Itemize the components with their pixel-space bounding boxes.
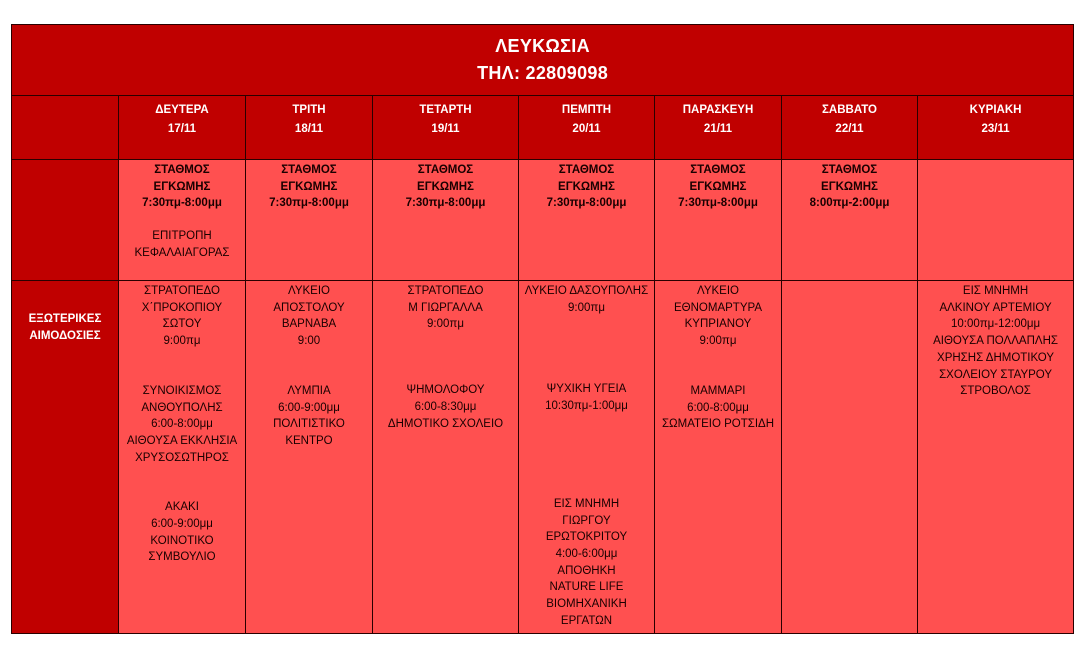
schedule-table [11,24,1074,634]
corner-cell [12,96,119,160]
event-line: ΣΤΡΟΒΟΛΟΣ [960,385,1031,398]
city-title: ΛΕΥΚΩΣΙΑ [495,36,590,56]
station-hours: 7:30πμ-8:00μμ [269,197,349,210]
station-line: ΕΓΚΩΜΗΣ [417,180,474,193]
station-row-label [12,160,119,281]
event-line: ΒΙΟΜΗΧΑΝΙΚΗ [546,598,627,611]
event-time: 6:00-8:00μμ [687,401,749,414]
event-line: ΑΠΟΘΗΚΗ [557,564,616,577]
day-name: ΤΡΙΤΗ [292,104,326,116]
station-cell-thu [519,160,655,281]
station-line: ΕΓΚΩΜΗΣ [821,180,878,193]
event-time: 6:00-8:30μμ [414,400,477,413]
event-time: 9:00πμ [427,318,464,331]
day-date: 20/11 [572,123,601,135]
event-line: ΑΝΘΟΥΠΟΛΗΣ [141,401,223,414]
day-name: ΤΕΤΑΡΤΗ [419,104,472,116]
event-line: ΧΡΥΣΟΣΩΤΗΡΟΣ [135,451,229,464]
station-line: ΕΓΚΩΜΗΣ [558,180,615,193]
day-date: 22/11 [835,123,864,135]
event-time: 9:00πμ [163,335,201,348]
event-time: 9:00πμ [568,301,605,314]
phone-number: ΤΗΛ: 22809098 [477,63,609,83]
event-line: ΑΚΑΚΙ [165,501,199,514]
event-line: ΕΘΝΟΜΑΡΤΥΡΑ [674,301,762,314]
external-cell-wed [373,281,519,634]
external-cell-thu [519,281,655,634]
station-line: ΕΓΚΩΜΗΣ [689,180,747,193]
event-line: ΨΗΜΟΛΟΦΟΥ [406,384,485,397]
day-name: ΚΥΡΙΑΚΗ [969,104,1022,116]
day-header-sun [918,96,1074,160]
event-line: Χ΄ΠΡΟΚΟΠΙΟΥ [141,301,223,314]
event-line: ΑΛΚΙΝΟΥ ΑΡΤΕΜΙΟΥ [939,301,1052,314]
event-line: ΕΡΩΤΟΚΡΙΤΟΥ [545,531,628,544]
event-line: ΓΙΩΡΓΟΥ [562,514,611,527]
event-line: ΚΕΦΑΛΑΙΑΓΟΡΑΣ [134,246,230,259]
station-line: ΕΓΚΩΜΗΣ [153,180,211,193]
station-hours: 7:30πμ-8:00μμ [678,197,758,210]
day-header-sat [782,96,918,160]
title-banner [12,25,1074,96]
external-row-label [12,281,119,634]
station-line: ΣΤΑΘΜΟΣ [417,164,474,176]
station-cell-sat [782,160,918,281]
day-name: ΔΕΥΤΕΡΑ [155,104,209,116]
event-time: 9:00πμ [699,335,737,348]
external-cell-fri [655,281,782,634]
day-header-fri [655,96,782,160]
event-line: ΔΗΜΟΤΙΚΟ ΣΧΟΛΕΙΟ [387,417,504,430]
day-date: 23/11 [981,123,1010,135]
station-hours: 7:30πμ-8:00μμ [142,197,222,210]
day-header-mon [119,96,246,160]
event-line: ΧΡΗΣΗΣ ΔΗΜΟΤΙΚΟΥ [937,351,1055,364]
event-time: 10:30πμ-1:00μμ [545,400,628,413]
row-label-line: ΕΞΩΤΕΡΙΚΕΣ [28,313,102,325]
event-line: ΛΥΚΕΙΟ ΔΑΣΟΥΠΟΛΗΣ [524,285,649,297]
station-cell-wed [373,160,519,281]
station-cell-sun [918,160,1074,281]
station-hours: 7:30πμ-8:00μμ [546,197,627,210]
day-name: ΠΕΜΠΤΗ [561,104,612,116]
event-line: ΣΤΡΑΤΟΠΕΔΟ [144,285,220,297]
station-hours: 8:00πμ-2:00μμ [809,197,890,210]
event-line: ΨΥΧΙΚΗ ΥΓΕΙΑ [546,383,627,396]
event-line: NATURE LIFE [549,581,624,594]
event-line: ΕΙΣ ΜΝΗΜΗ [962,285,1029,297]
station-hours: 7:30πμ-8:00μμ [405,197,486,210]
event-line: ΛΥΚΕΙΟ [697,285,739,297]
station-line: ΣΤΑΘΜΟΣ [690,164,746,176]
station-cell-mon [119,160,246,281]
event-line: ΑΙΘΟΥΣΑ ΠΟΛΛΑΠΛΗΣ [933,335,1058,348]
day-date: 21/11 [703,123,733,135]
event-time: 6:00-9:00μμ [278,401,340,414]
day-date: 17/11 [167,123,197,135]
event-line: ΣΧΟΛΕΙΟΥ ΣΤΑΥΡΟΥ [939,368,1053,381]
event-line: ΠΟΛΙΤΙΣΤΙΚΟ [273,418,345,431]
event-line: ΑΙΘΟΥΣΑ ΕΚΚΛΗΣΙΑ [126,434,238,447]
event-line: ΛΥΜΠΙΑ [287,384,331,397]
event-time: 4:00-6:00μμ [555,547,618,560]
external-cell-sun [918,281,1074,634]
station-line: ΣΤΑΘΜΟΣ [154,164,210,176]
event-line: ΕΡΓΑΤΩΝ [560,614,613,627]
event-time: 9:00 [297,335,321,348]
day-name: ΣΑΒΒΑΤΟ [822,104,877,116]
event-line: ΚΥΠΡΙΑΝΟΥ [684,318,752,331]
event-line: ΒΑΡΝΑΒΑ [281,318,337,331]
station-cell-fri [655,160,782,281]
event-line: ΚΟΙΝΟΤΙΚΟ [150,534,214,547]
day-date: 19/11 [431,123,460,135]
event-line: ΕΠΙΤΡΟΠΗ [152,230,212,243]
event-line: Μ ΓΙΩΡΓΑΛΛΑ [408,301,483,314]
event-line: ΣΥΜΒΟΥΛΙΟ [148,551,216,564]
event-line: ΛΥΚΕΙΟ [288,285,330,297]
day-header-wed [373,96,519,160]
event-line: ΣΥΝΟΙΚΙΣΜΟΣ [142,384,222,397]
event-line: ΣΩΤΟΥ [162,318,202,331]
day-header-tue [246,96,373,160]
row-label-line: ΑΙΜΟΔΟΣΙΕΣ [29,330,101,342]
event-time: 6:00-9:00μμ [151,518,213,531]
station-line: ΣΤΑΘΜΟΣ [558,164,615,176]
station-line: ΕΓΚΩΜΗΣ [280,180,338,193]
event-line: ΣΩΜΑΤΕΙΟ ΡΟΤΣΙΔΗ [661,418,775,431]
event-line: ΑΠΟΣΤΟΛΟΥ [273,301,345,314]
event-line: ΕΙΣ ΜΝΗΜΗ [553,497,620,510]
event-line: ΚΕΝΤΡΟ [285,434,333,447]
external-cell-mon [119,281,246,634]
station-line: ΣΤΑΘΜΟΣ [281,164,337,176]
day-header-thu [519,96,655,160]
event-line: ΣΤΡΑΤΟΠΕΔΟ [407,285,484,297]
event-time: 10:00πμ-12:00μμ [950,318,1041,331]
day-name: ΠΑΡΑΣΚΕΥΗ [682,104,754,116]
station-line: ΣΤΑΘΜΟΣ [821,164,878,176]
external-cell-tue [246,281,373,634]
external-cell-sat [782,281,918,634]
event-line: ΜΑΜΜΑΡΙ [690,384,746,397]
day-date: 18/11 [294,123,324,135]
station-cell-tue [246,160,373,281]
event-time: 6:00-8:00μμ [151,418,213,431]
